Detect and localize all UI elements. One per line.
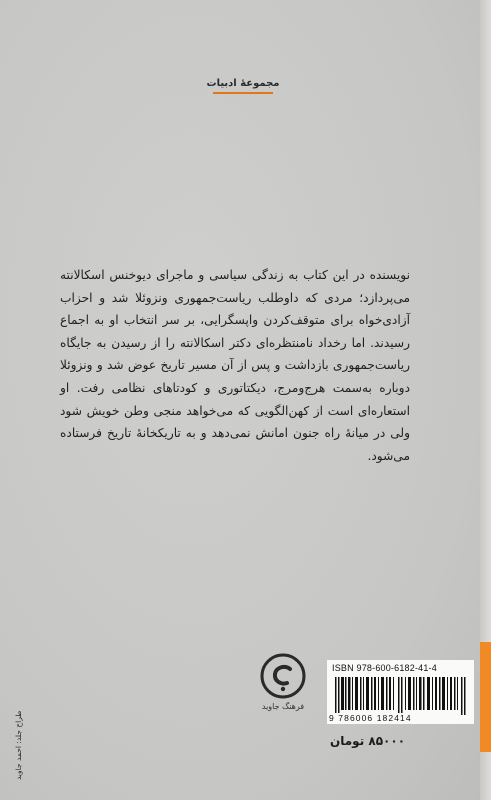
barcode [327, 660, 474, 724]
series-underline [213, 92, 273, 94]
publisher-name: فرهنگ جاوید [261, 702, 305, 711]
publisher-logo-icon [259, 652, 307, 700]
publisher-logo [254, 652, 312, 711]
orange-tab [480, 642, 491, 752]
barcode-bars [335, 677, 467, 715]
series-label: مجموعهٔ ادبیات [206, 78, 280, 89]
isbn-text: ISBN 978-600-6182-41-4 [332, 663, 437, 673]
cover-designer-credit: طراح جلد: احمد جاوید [14, 710, 23, 780]
barcode-digits: 9 786006 182414 [329, 713, 412, 723]
series-label-block [198, 78, 288, 94]
price: ۸۵۰۰۰ تومان [330, 734, 406, 748]
blurb-text: نویسنده در این کتاب به زندگی سیاسی و ماجرای دیوخنس اسکالانته می‌پردازد؛ مردی که داوطلب ریاست‌جمهوری ونزوئلا شد و احزاب آزادی‌خواه برای متوقف‌کردن واپسگرایی، بر سر انتخاب او به اجماع رسیدند. اما رخداد نامنتظره‌ای دکتر اسکالانته را از رسیدن به جایگاه ریاست‌جمهوری بازداشت و پس از آن مسیر تاریخ عوض شد و ونزوئلا دوباره به‌سمت هرج‌ومرج، دیکتاتوری و کودتاهای نظامی رفت. او استعاره‌ای است از کهن‌الگویی که می‌خواهد منجی وطن خویش شود ولی در میانهٔ راه جنون امانش نمی‌دهد و به تاریکخانهٔ تاریخ فرستاده می‌شود. [60, 268, 410, 463]
